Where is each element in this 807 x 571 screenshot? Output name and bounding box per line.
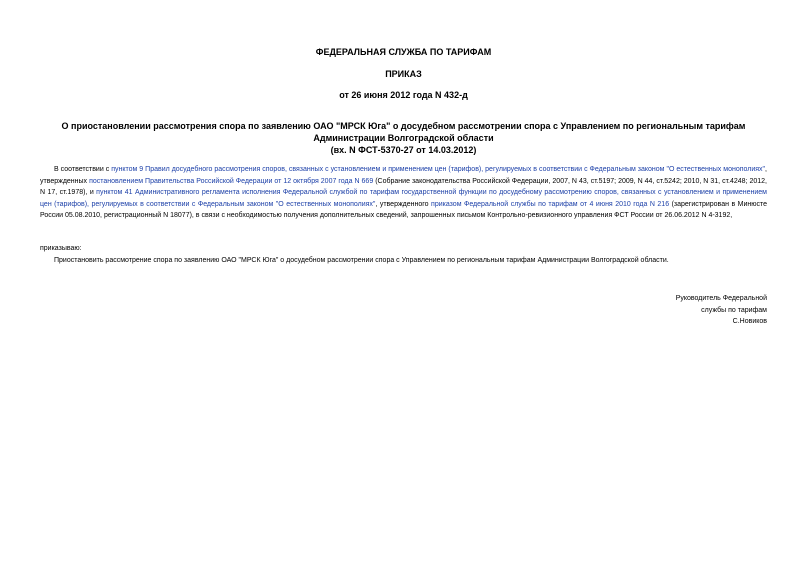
preamble-text-1: В соответствии с <box>54 166 112 173</box>
signature-name: С.Новиков <box>732 318 767 325</box>
title-line-1: О приостановлении рассмотрения спора по заявлению ОАО "МРСК Юга" о досудебном рассмотрении спора с Управлением по региональным тарифам <box>61 121 746 131</box>
document-type: ПРИКАЗ <box>385 69 422 79</box>
document-title <box>40 120 767 156</box>
link-rules-point-9[interactable]: пунктом 9 Правил досудебного рассмотрения споров, связанных с установлением и применением цен (тарифов), регулируемых в соответствии с Федеральным законом "О естественных монополиях" <box>111 166 766 173</box>
link-government-resolution-669[interactable]: постановлением Правительства Российской Федерации от 12 октября 2007 года N 669 <box>89 177 374 185</box>
title-line-3: (вх. N ФСТ-5370-27 от 14.03.2012) <box>330 145 477 155</box>
link-regulation-point-41[interactable]: пунктом 41 Административного регламента исполнения Федеральной службой по тарифам государственной функции по досудебному рассмотрению споров, связанных с установлением и применением цен (тарифов), регулируемых в соответствии с Федеральным законом "О естественных монополиях" <box>40 189 767 208</box>
document-date-number: от 26 июня 2012 года N 432-д <box>339 90 468 100</box>
order-phrase: приказываю: <box>40 245 82 252</box>
preamble-paragraph <box>40 164 767 222</box>
link-fst-order-216[interactable]: приказом Федеральной службы по тарифам от 4 июня 2010 года N 216 <box>431 200 670 208</box>
title-line-2: Администрации Волгоградской области <box>313 133 494 143</box>
order-paragraph: Приостановить рассмотрение спора по заявлению ОАО "МРСК Юга" о досудебном рассмотрении спора с Управлением по региональным тарифам Администрации Волгоградской области. <box>54 257 669 264</box>
preamble-text-3: (Собрание законодательства Российской Федерации, 2007, N 43, ст.5197; 2009, N 44, ст.5242; 2010, N 31, ст.4248; 2012, N 17, ст.1978), и <box>40 177 767 196</box>
signature-block <box>676 293 767 328</box>
preamble-text-4: , утвержденного <box>375 200 432 208</box>
signature-position-line-1: Руководитель Федеральной <box>675 295 767 302</box>
agency-name: ФЕДЕРАЛЬНАЯ СЛУЖБА ПО ТАРИФАМ <box>315 47 492 57</box>
preamble-text-2: , утвержденных <box>40 166 767 185</box>
preamble-text-5: (зарегистрирован в Минюсте России 05.08.2010, регистрационный N 18077), в связи с необходимостью получения дополнительных сведений, запрошенных письмом Контрольно-ревизионного управления ФСТ России от 26.06.2012 N 4-3192, <box>40 200 768 219</box>
signature-position-line-2: службы по тарифам <box>701 306 767 314</box>
